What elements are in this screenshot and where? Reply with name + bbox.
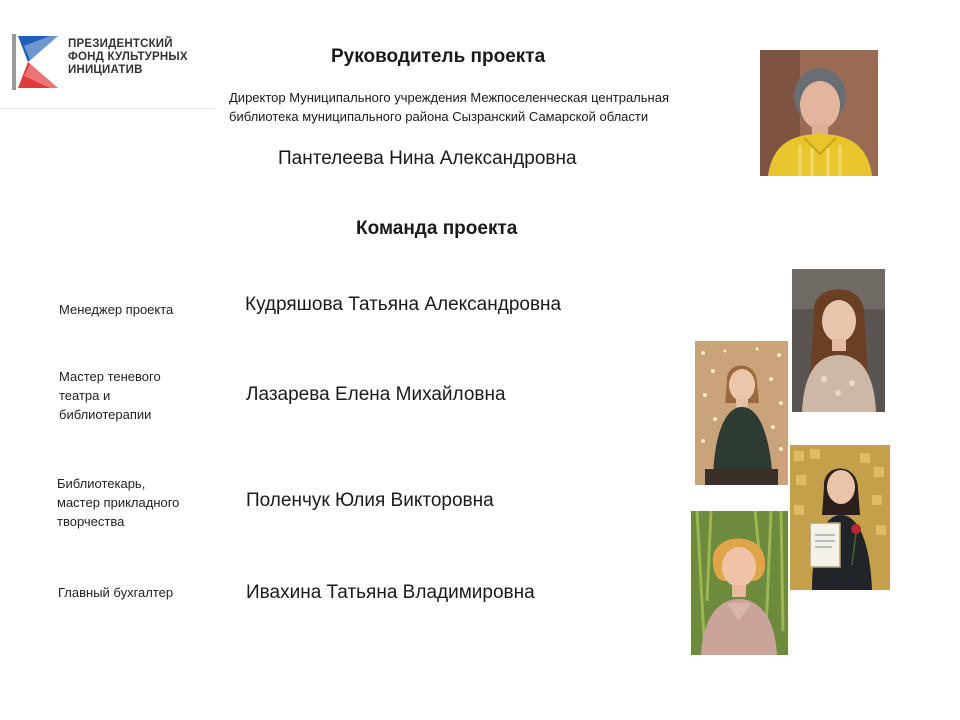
member-role-3-line-1: Библиотекарь, <box>57 476 146 491</box>
leader-role-line-1: Директор Муниципального учреждения Межпоселенческая центральная <box>229 90 669 105</box>
member-name-3: Поленчук Юлия Викторовна <box>246 490 494 511</box>
team-heading: Команда проекта <box>356 218 518 239</box>
member-photo-2 <box>695 341 788 485</box>
member-role-2-line-3: библиотерапии <box>59 407 152 422</box>
logo-line-3: ИНИЦИАТИВ <box>68 64 143 76</box>
member-name-2: Лазарева Елена Михайловна <box>246 384 506 405</box>
member-role-2 <box>59 367 161 424</box>
logo-line-2: ФОНД КУЛЬТУРНЫХ <box>68 51 188 63</box>
logo-line-1: ПРЕЗИДЕНТСКИЙ <box>68 38 173 50</box>
leader-heading: Руководитель проекта <box>331 46 546 67</box>
member-role-2-line-1: Мастер теневого <box>59 369 161 384</box>
fund-logo-text <box>68 38 188 77</box>
member-role-4 <box>58 583 173 602</box>
member-name-4: Ивахина Татьяна Владимировна <box>246 582 535 603</box>
member-photo-4 <box>691 511 788 655</box>
leader-name: Пантелеева Нина Александровна <box>278 148 577 169</box>
member-role-3-line-2: мастер прикладного <box>57 495 180 510</box>
member-role-4-line-1: Главный бухгалтер <box>58 585 174 600</box>
leader-role <box>229 88 749 126</box>
leader-photo <box>760 50 878 176</box>
member-role-3 <box>57 474 179 531</box>
fund-logo-mark <box>10 32 66 92</box>
member-role-1 <box>59 300 173 319</box>
member-role-2-line-2: театра и <box>59 388 111 403</box>
member-role-3-line-3: творчества <box>57 514 125 529</box>
member-photo-1 <box>792 269 885 412</box>
member-role-1-line-1: Менеджер проекта <box>59 302 174 317</box>
member-photo-3 <box>790 445 890 590</box>
leader-role-line-2: библиотека муниципального района Сызранский Самарской области <box>229 109 649 124</box>
member-name-1: Кудряшова Татьяна Александровна <box>245 294 562 315</box>
logo-divider <box>0 108 215 109</box>
